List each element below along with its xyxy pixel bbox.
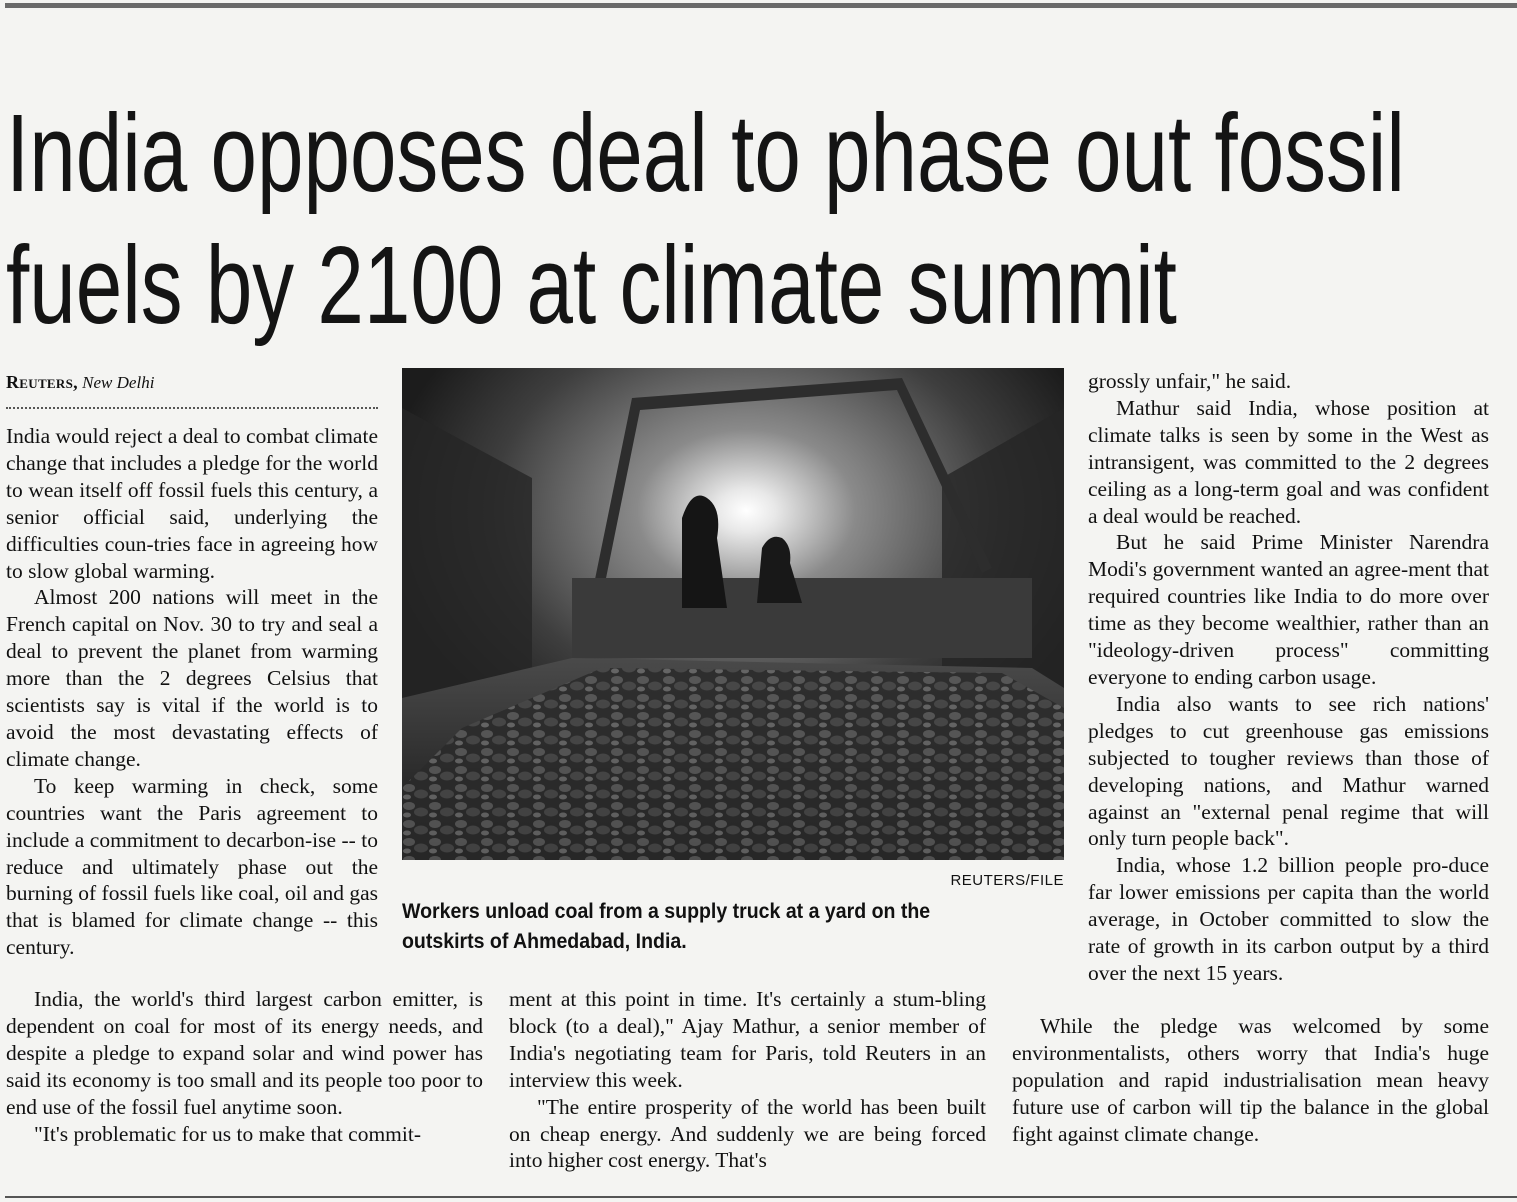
dateline	[6, 372, 154, 393]
article-paragraph: India would reject a deal to combat climate change that includes a pledge for the world to wean itself off fossil fuels this century, a senior official said, underlying the difficulties coun-tries face in agreeing how to slow global warming.	[6, 424, 378, 583]
article-column-3	[1088, 368, 1489, 987]
article-paragraph: To keep warming in check, some countries want the Paris agreement to include a commitment to decarbon-ise -- to reduce and ultimately phase out the burning of fossil fuels like coal, oil and gas that is blamed for climate change -- this century.	[6, 773, 378, 960]
article-column-3-continued	[1012, 1013, 1489, 1148]
dateline-city: New Delhi	[82, 373, 155, 392]
article-paragraph: Mathur said India, whose position at climate talks is seen by some in the West as intransigent, was committed to the 2 degrees ceiling as a long-term goal and was confident a deal would be reached.	[1088, 395, 1489, 528]
headline-line-1: India opposes deal to phase out fossil	[6, 92, 1405, 215]
top-rule	[5, 3, 1517, 8]
article-paragraph: India also wants to see rich nations' pledges to cut greenhouse gas emissions subjected to tougher reviews than those of developing nations, and Mathur warned against an "external penal regime that will only turn people back".	[1088, 691, 1489, 851]
article-paragraph: India, the world's third largest carbon emitter, is dependent on coal for most of its energy needs, and despite a pledge to expand solar and wind power has said its economy is too small and its people too poor to end use of the fossil fuel anytime soon.	[6, 987, 483, 1119]
article-column-1	[6, 423, 378, 961]
article-paragraph: ment at this point in time. It's certainly a stum-bling block (to a deal)," Ajay Mathur, a senior member of India's negotiating team for Paris, told Reuters in an interview this week.	[509, 987, 986, 1092]
dateline-agency: Reuters,	[6, 372, 78, 392]
article-paragraph: Almost 200 nations will meet in the French capital on Nov. 30 to try and seal a deal to prevent the planet from warming more than the 2 degrees Celsius that scientists say is vital if the world is to avoid the most devastating effects of climate change.	[6, 585, 378, 771]
photo-caption: Workers unload coal from a supply truck at a yard on the outskirts of Ahmedabad, India.	[402, 900, 931, 953]
coal-truck-photo	[402, 368, 1064, 860]
article-paragraph: While the pledge was welcomed by some environmentalists, others worry that India's huge population and rapid industrialisation mean heavy future use of carbon will tip the balance in the global fight against climate change.	[1012, 1014, 1489, 1146]
headline	[6, 88, 1405, 352]
article-paragraph: But he said Prime Minister Narendra Modi's government wanted an agree-ment that required countries like India to do more over time as they become wealthier, rather than an "ideology-driven process" committing everyone to ending carbon usage.	[1088, 530, 1489, 689]
dotted-divider	[6, 407, 378, 409]
article-column-1-continued	[6, 986, 483, 1147]
photo-credit: REUTERS/FILE	[950, 872, 1064, 889]
article-paragraph: "It's problematic for us to make that commit-	[34, 1121, 422, 1146]
headline-line-2: fuels by 2100 at climate summit	[6, 224, 1177, 347]
bottom-rule	[5, 1196, 1517, 1198]
article-column-2	[509, 986, 986, 1174]
article-paragraph: India, whose 1.2 billion people pro-duce far lower emissions per capita than the world average, in October committed to slow the rate of growth in its carbon output by a third over the next 15 years.	[1088, 853, 1489, 985]
article-paragraph: grossly unfair," he said.	[1088, 369, 1292, 393]
article-paragraph: "The entire prosperity of the world has been built on cheap energy. And suddenly we are being forced into higher cost energy. That's	[509, 1094, 986, 1173]
